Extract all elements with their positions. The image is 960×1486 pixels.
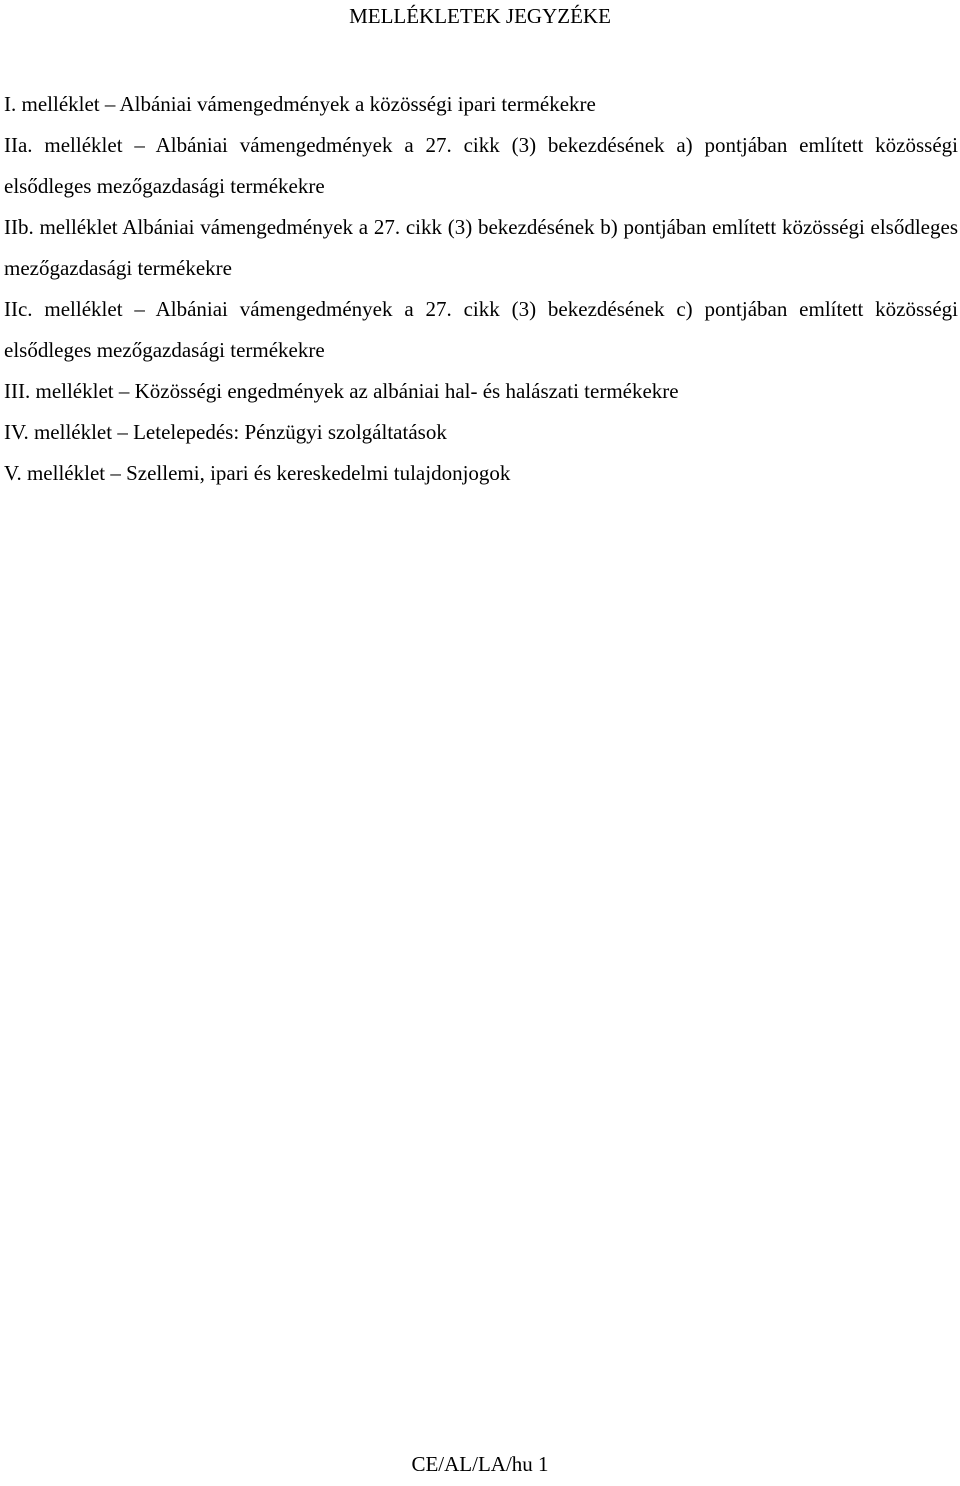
annex-item-i: I. melléklet – Albániai vámengedmények a közösségi ipari termékekre [4, 92, 596, 116]
annex-item-v: V. melléklet – Szellemi, ipari és kereskedelmi tulajdonjogok [4, 461, 511, 485]
annex-list [4, 84, 958, 494]
annex-item-iv: IV. melléklet – Letelepedés: Pénzügyi szolgáltatások [4, 420, 447, 444]
page-footer: CE/AL/LA/hu 1 [411, 1452, 549, 1476]
annex-item-iia: IIa. melléklet – Albániai vámengedmények a 27. cikk (3) bekezdésének a) pontjában említett közösségi elsődleges mezőgazdasági termékekre [4, 133, 958, 198]
page-title: MELLÉKLETEK JEGYZÉKE [349, 4, 611, 28]
annex-item-iic: IIc. melléklet – Albániai vámengedmények a 27. cikk (3) bekezdésének c) pontjában említett közösségi elsődleges mezőgazdasági termékekre [4, 297, 958, 362]
annex-item-iib: IIb. melléklet Albániai vámengedmények a 27. cikk (3) bekezdésének b) pontjában említett közösségi elsődleges mezőgazdasági termékekre [4, 215, 958, 280]
annex-item-iii: III. melléklet – Közösségi engedmények az albániai hal- és halászati termékekre [4, 379, 679, 403]
